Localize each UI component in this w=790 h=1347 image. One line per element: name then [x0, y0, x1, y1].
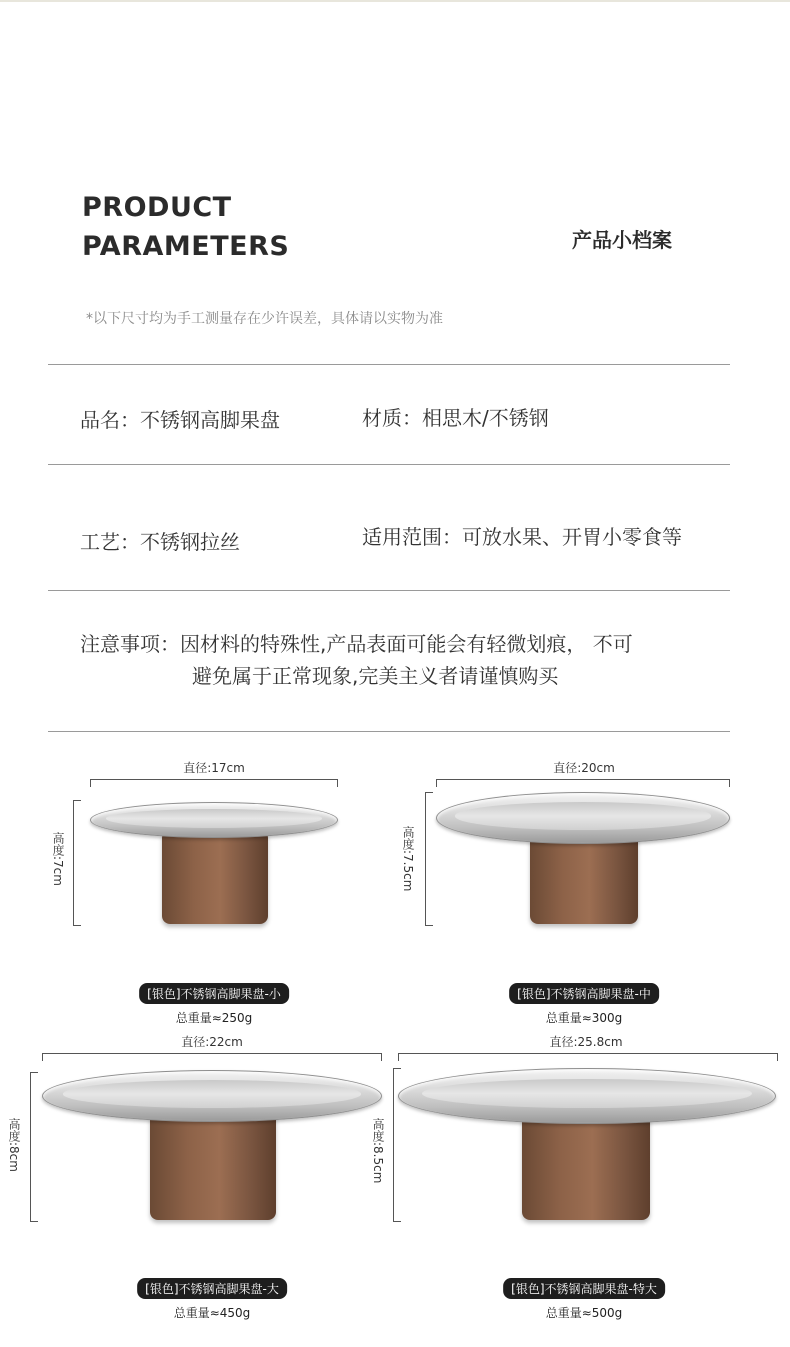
diameter-label: 直径:25.8cm — [549, 1035, 623, 1049]
diameter-dimension-line — [42, 1053, 382, 1061]
wooden-base — [522, 1112, 650, 1220]
height-dimension-line — [425, 792, 433, 926]
product-weight: 总重量≈250g — [175, 1011, 253, 1025]
steel-tray — [42, 1070, 382, 1122]
divider-1 — [48, 364, 730, 365]
product-badge: [银色]不锈钢高脚果盘-中 — [509, 983, 659, 1004]
title-chinese: 产品小档案 — [572, 228, 672, 252]
height-label: 高度:8cm — [7, 1118, 21, 1172]
product-weight: 总重量≈500g — [545, 1306, 623, 1320]
diameter-dimension-line — [398, 1053, 778, 1061]
param-material: 材质：相思木/不锈钢 — [362, 406, 549, 430]
caution-text — [80, 628, 740, 692]
height-label: 高度:8.5cm — [371, 1118, 385, 1184]
title-english — [82, 188, 289, 266]
product-weight: 总重量≈450g — [173, 1306, 251, 1320]
caution-line-2: 避免属于正常现象,完美主义者请谨慎购买 — [192, 664, 559, 688]
title-line-2: PARAMETERS — [82, 231, 290, 262]
diameter-label: 直径:22cm — [181, 1035, 243, 1049]
diameter-dimension-line — [90, 779, 338, 787]
product-badge: [银色]不锈钢高脚果盘-小 — [139, 983, 289, 1004]
param-scope: 适用范围：可放水果、开胃小零食等 — [362, 525, 682, 549]
measurement-note: *以下尺寸均为手工测量存在少许误差，具体请以实物为准 — [86, 311, 443, 327]
diameter-label: 直径:17cm — [183, 761, 245, 775]
caution-line-1: 注意事项：因材料的特殊性,产品表面可能会有轻微划痕， 不可 — [80, 632, 633, 656]
diameter-dimension-line — [436, 779, 730, 787]
wooden-base — [530, 832, 638, 924]
wooden-base — [150, 1110, 276, 1220]
steel-tray — [90, 802, 338, 838]
wooden-base — [162, 828, 268, 924]
height-label: 高度:7.5cm — [401, 826, 415, 892]
steel-tray — [436, 792, 730, 844]
steel-tray — [398, 1068, 776, 1124]
height-dimension-line — [73, 800, 81, 926]
product-badge: [银色]不锈钢高脚果盘-特大 — [503, 1278, 665, 1299]
height-label: 高度:7cm — [51, 832, 65, 886]
height-dimension-line — [30, 1072, 38, 1222]
divider-3 — [48, 590, 730, 591]
divider-2 — [48, 464, 730, 465]
diameter-label: 直径:20cm — [553, 761, 615, 775]
product-badge: [银色]不锈钢高脚果盘-大 — [137, 1278, 287, 1299]
title-line-1: PRODUCT — [82, 192, 232, 223]
top-border — [0, 0, 790, 2]
divider-4 — [48, 731, 730, 732]
product-weight: 总重量≈300g — [545, 1011, 623, 1025]
param-craft: 工艺：不锈钢拉丝 — [80, 530, 240, 554]
param-name: 品名：不锈钢高脚果盘 — [80, 408, 280, 432]
